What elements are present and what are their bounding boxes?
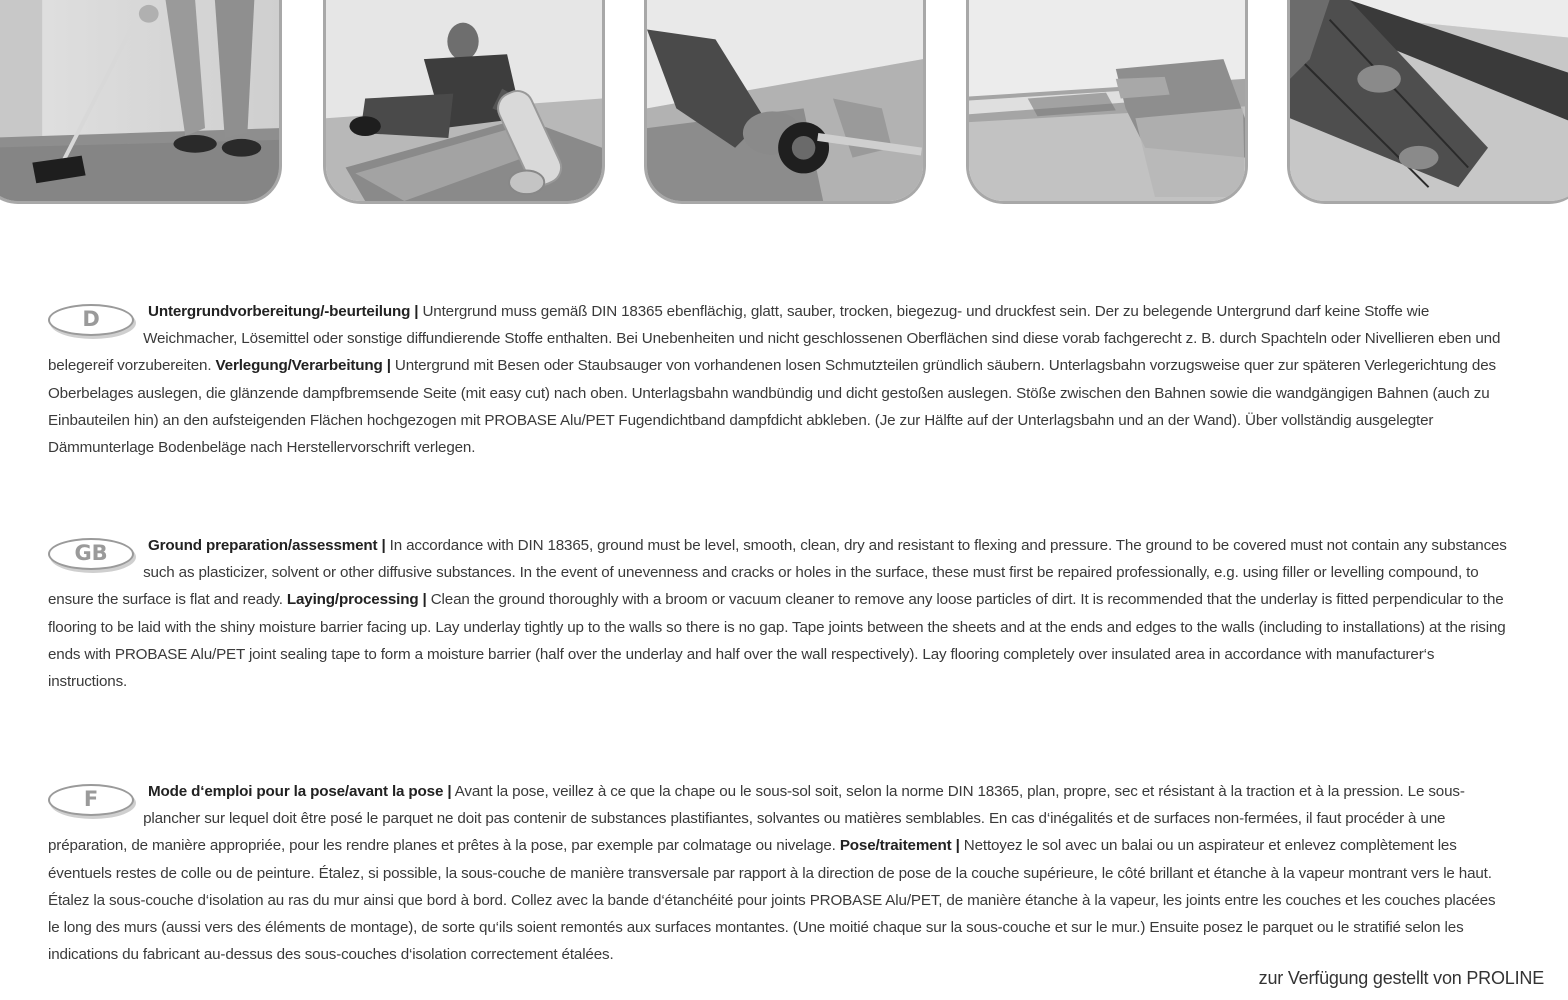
german-instructions xyxy=(48,298,1508,461)
laying-laminate-photo xyxy=(1287,0,1568,204)
language-badge-f: F xyxy=(48,784,134,816)
unrolling-underlay-photo xyxy=(323,0,605,204)
french-text-preparation: Avant la pose, veillez à ce que la chape ou le sous-sol soit, selon la norme DIN 18365, plan, propre, sec et résistant à la traction et à la pression. Le sous-plancher sur lequel doit être posé le parquet ne doit pas contenir de substances plastifiantes, solvantes ou matières semblables. En cas d‘inégalités et de surfaces non-fermées, il faut procéder à une préparation, de manière appropriée, pour les rendre planes et prêtes à la pose, par exemple par colmatage ou nivelage. xyxy=(48,783,1465,855)
french-heading-preparation: Mode d‘emploi pour la pose/avant la pose | xyxy=(148,783,452,800)
english-text-laying: Clean the ground thoroughly with a broom or vacuum cleaner to remove any loose particles of dirt. It is recommended that the underlay is fitted perpendicular to the flooring to be laid with the shiny moisture barrier facing up. Lay underlay tightly up to the walls so there is no gap. Tape joints between the sheets and at the ends and edges to the walls (including to installations) at the rising ends with PROBASE Alu/PET joint sealing tape to form a moisture barrier (half over the underlay and half over the wall respectively). Lay flooring completely over insulated area in accordance with manufacturer‘s instructions. xyxy=(48,591,1506,691)
underlay-roll-image xyxy=(326,0,602,201)
english-heading-laying: Laying/processing | xyxy=(286,591,427,609)
taping-joint-photo xyxy=(644,0,926,204)
french-text-laying: Nettoyez le sol avec un balai ou un aspirateur et enlevez complètement les éventuels restes de colle ou de peinture. Étalez, si possible, la sous-couche de manière transversale par rapport à la direction de pose de la couche supérieure, le côté brillant et étanche à la vapeur montrant vers le haut. Étalez la sous-couche d‘isolation au ras du mur ainsi que bord à bord. Collez avec la bande d‘étanchéité pour joints PROBASE Alu/PET, de manière étanche à la vapeur, les joints entre les couches et les couches placées le long des murs (aussi vers des éléments de montage), de sorte qu‘ils soient remontés aux surfaces montantes. (Une moitié chaque sur la sous-couche et sur le mur.) Ensuite posez le parquet ou le stratifié selon les indications du fabricant au-dessus des sous-couches d‘isolation correctement étalées. xyxy=(48,837,1496,964)
foil-tape-image xyxy=(969,0,1245,201)
german-text-laying: Untergrund mit Besen oder Staubsauger von vorhandenen losen Schmutzteilen gründlich säubern. Unterlagsbahn vorzugsweise quer zur späteren Verlegerichtung des Oberbelages auslegen, die glänzende dampfbremsende Seite (mit easy cut) nach oben. Unterlagsbahn wandbündig und dicht gestoßen auslegen. Stöße zwischen den Bahnen sowie die wandgängigen Bahnen (auch zu Einbauteilen hin) an den aufsteigenden Flächen hochgezogen mit PROBASE Alu/PET Fugendichtband dampfdicht abkleben. (Je zur Hälfte auf der Unterlagsbahn und an der Wand). Über vollständig ausgelegter Dämmunterlage Bodenbeläge nach Herstellervorschrift verlegen. xyxy=(48,357,1496,457)
instruction-photo-strip xyxy=(0,0,1568,210)
english-heading-preparation: Ground preparation/assessment | xyxy=(148,537,386,554)
german-heading-laying: Verlegung/Verarbeitung | xyxy=(215,357,391,375)
pressing-tape-photo xyxy=(966,0,1248,204)
english-instructions xyxy=(48,532,1508,695)
french-instructions xyxy=(48,778,1508,968)
english-text-preparation: In accordance with DIN 18365, ground must be level, smooth, clean, dry and resistant to flexing and pressure. The ground to be covered must not contain any substances such as plasticizer, solvent or other diffusive substances. In the event of unevenness and cracks or holes in the surface, these must first be repaired professionally, e.g. using filler or levelling compound, to ensure the surface is flat and ready. xyxy=(48,537,1507,609)
language-badge-gb: GB xyxy=(48,538,134,570)
german-heading-preparation: Untergrundvorbereitung/-beurteilung | xyxy=(148,303,419,320)
laminate-plank-image xyxy=(1290,0,1568,201)
broom-sweeping-image xyxy=(0,0,279,201)
language-badge-d: D xyxy=(48,304,134,336)
credit-line: zur Verfügung gestellt von PROLINE xyxy=(1258,968,1544,988)
french-heading-laying: Pose/traitement | xyxy=(839,837,960,855)
german-text-preparation: Untergrund muss gemäß DIN 18365 ebenflächig, glatt, sauber, trocken, biegezug- und druckfest sein. Der zu belegende Untergrund darf keine Stoffe wie Weichmacher, Lösemittel oder sonstige diffundierende Stoffe enthalten. Bei Unebenheiten und nicht geschlossenen Oberflächen sind diese vorab fachgerecht z. B. durch Spachteln oder Nivellieren eben und belegereif vorzubereiten. xyxy=(48,303,1501,375)
sweeping-floor-photo xyxy=(0,0,282,204)
tape-roll-image xyxy=(647,0,923,201)
